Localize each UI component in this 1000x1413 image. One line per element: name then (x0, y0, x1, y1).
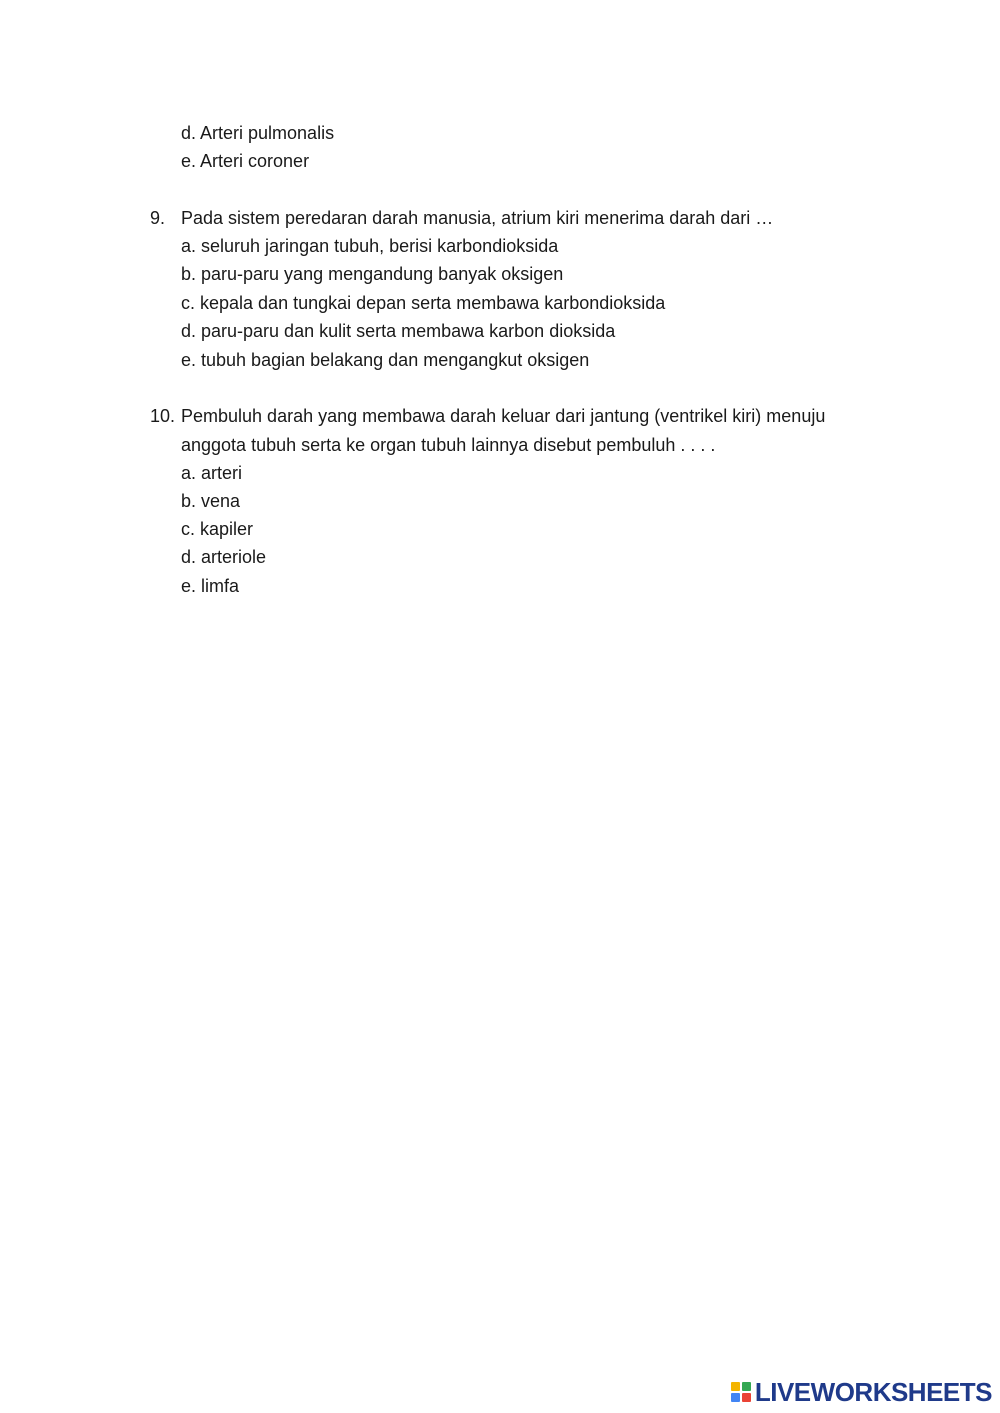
liveworksheets-logo (731, 1377, 992, 1407)
liveworksheets-logo-text: LIVEWORKSHEETS (754, 1376, 992, 1407)
logo-square-red (742, 1393, 751, 1402)
question-10-option-d: d. arteriole (181, 547, 267, 567)
question-10-option-c: c. kapiler (181, 519, 254, 539)
question-10-text-line2: anggota tubuh serta ke organ tubuh lainnya disebut pembuluh . . . . (181, 435, 716, 455)
liveworksheets-logo-icon (731, 1382, 751, 1402)
question-10-option-e: e. limfa (181, 576, 240, 596)
logo-square-green (742, 1382, 751, 1391)
question-10-number: 10. (150, 406, 176, 426)
question-10-option-b: b. vena (181, 491, 241, 511)
logo-square-blue (731, 1393, 740, 1402)
question-9-number: 9. (150, 208, 166, 228)
question-9-option-c: c. kepala dan tungkai depan serta membawa karbondioksida (181, 293, 666, 313)
question-9-option-b: b. paru-paru yang mengandung banyak oksigen (181, 264, 564, 284)
question-9-option-a: a. seluruh jaringan tubuh, berisi karbondioksida (181, 236, 559, 256)
question-9-option-e: e. tubuh bagian belakang dan mengangkut oksigen (181, 350, 590, 370)
logo-square-yellow (731, 1382, 740, 1391)
question-10-text-line1: Pembuluh darah yang membawa darah keluar dari jantung (ventrikel kiri) menuju (181, 406, 826, 426)
question-9-text: Pada sistem peredaran darah manusia, atrium kiri menerima darah dari … (181, 208, 774, 228)
question-9-option-d: d. paru-paru dan kulit serta membawa karbon dioksida (181, 321, 616, 341)
option-d-prev: d. Arteri pulmonalis (181, 123, 335, 143)
option-e-prev: e. Arteri coroner (181, 151, 310, 171)
question-10-option-a: a. arteri (181, 463, 243, 483)
